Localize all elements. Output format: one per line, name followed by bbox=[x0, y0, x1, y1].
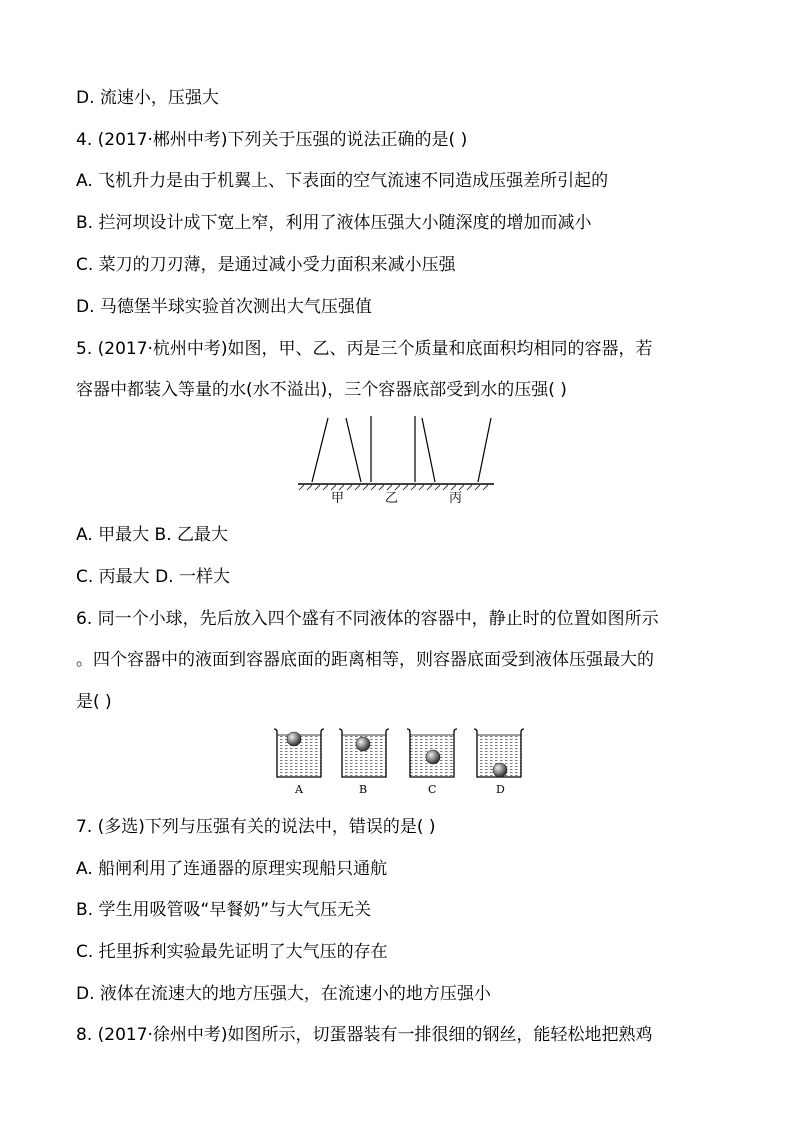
label-yi: 乙 bbox=[385, 491, 399, 506]
beaker-b bbox=[339, 729, 389, 777]
ball-b bbox=[356, 737, 370, 751]
container-jia-right-wall bbox=[346, 418, 361, 482]
question-8-stem: 8. (2017·徐州中考)如图所示，切蛋器装有一排很细的钢丝，能轻松地把熟鸡 bbox=[76, 1025, 653, 1045]
beaker-c bbox=[407, 729, 457, 777]
question-5-stem-line2: 容器中都装入等量的水(水不溢出)，三个容器底部受到水的压强( ) bbox=[76, 380, 567, 400]
question-5-stem-line1: 5. (2017·杭州中考)如图，甲、乙、丙是三个质量和底面积均相同的容器，若 bbox=[76, 339, 653, 359]
question-6-stem-line2: 。四个容器中的液面到容器底面的距离相等，则容器底面受到液体压强最大的 bbox=[76, 650, 654, 670]
question-5-options-ab: A. 甲最大 B. 乙最大 bbox=[76, 525, 229, 545]
figure-four-beakers bbox=[270, 726, 534, 798]
question-4-option-c: C. 菜刀的刀刃薄，是通过减小受力面积来减小压强 bbox=[76, 255, 456, 275]
question-4-stem: 4. (2017·郴州中考)下列关于压强的说法正确的是( ) bbox=[76, 130, 468, 150]
label-a: A bbox=[295, 783, 303, 796]
figure-three-containers bbox=[296, 412, 496, 508]
ball-c bbox=[426, 750, 440, 764]
label-jia: 甲 bbox=[331, 491, 345, 506]
ball-d bbox=[493, 763, 507, 777]
label-bing: 丙 bbox=[449, 491, 463, 506]
question-6-stem-line1: 6. 同一个小球，先后放入四个盛有不同液体的容器中，静止时的位置如图所示 bbox=[76, 609, 659, 629]
question-4-option-a: A. 飞机升力是由于机翼上、下表面的空气流速不同造成压强差所引起的 bbox=[76, 171, 609, 191]
container-bing-right-wall bbox=[478, 418, 491, 482]
question-7-option-c: C. 托里拆利实验最先证明了大气压的存在 bbox=[76, 942, 388, 962]
option-d-prev: D. 流速小，压强大 bbox=[76, 88, 219, 108]
container-bing-left-wall bbox=[422, 418, 435, 482]
label-b: B bbox=[359, 783, 368, 796]
question-7-option-b: B. 学生用吸管吸“早餐奶”与大气压无关 bbox=[76, 900, 372, 920]
question-7-option-d: D. 液体在流速大的地方压强大，在流速小的地方压强小 bbox=[76, 984, 491, 1004]
beaker-d bbox=[474, 729, 524, 777]
question-7-stem: 7. (多选)下列与压强有关的说法中，错误的是( ) bbox=[76, 817, 436, 837]
question-7-option-a: A. 船闸利用了连通器的原理实现船只通航 bbox=[76, 859, 388, 879]
question-4-option-d: D. 马德堡半球实验首次测出大气压强值 bbox=[76, 297, 372, 317]
question-4-option-b: B. 拦河坝设计成下宽上窄，利用了液体压强大小随深度的增加而减小 bbox=[76, 213, 592, 233]
ball-a bbox=[287, 732, 301, 746]
question-6-stem-line3: 是( ) bbox=[76, 692, 112, 712]
label-c: C bbox=[428, 783, 437, 796]
beaker-a bbox=[274, 729, 324, 777]
label-d: D bbox=[496, 783, 505, 796]
container-jia-left-wall bbox=[312, 418, 328, 482]
question-5-options-cd: C. 丙最大 D. 一样大 bbox=[76, 567, 230, 587]
